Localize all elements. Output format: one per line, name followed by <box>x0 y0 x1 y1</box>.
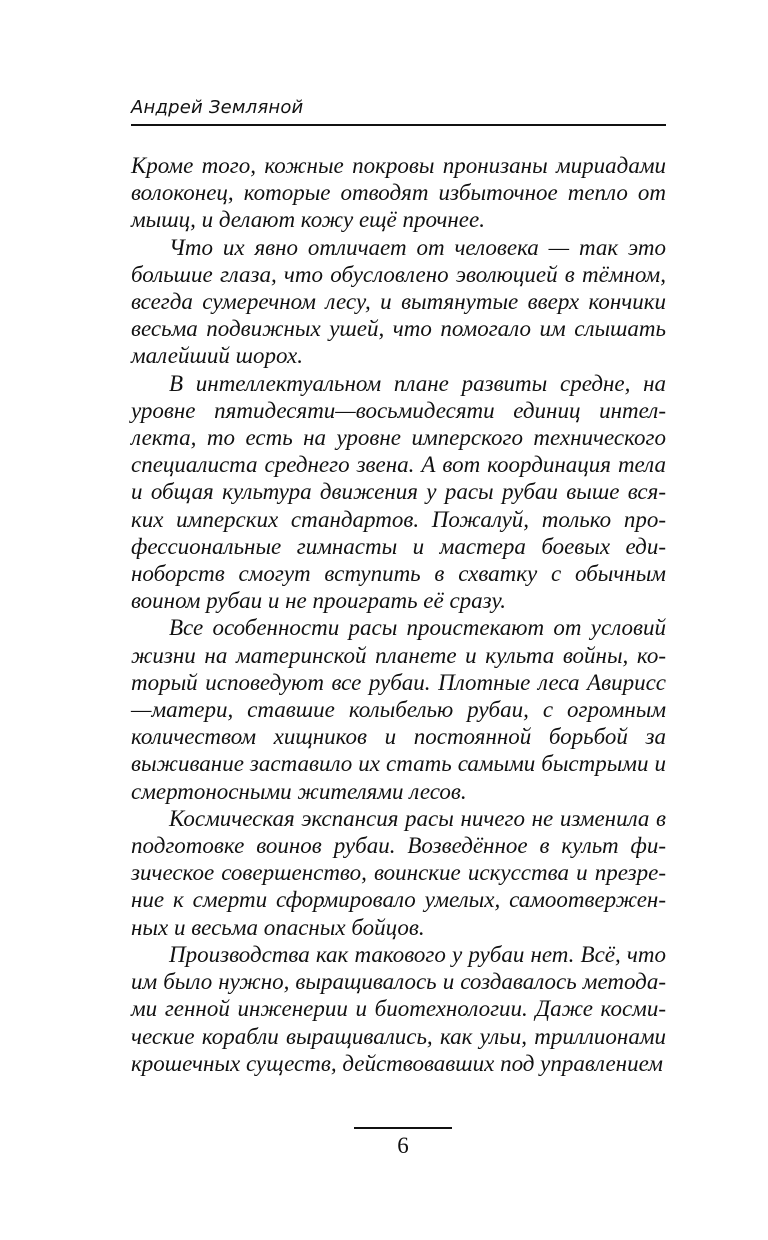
page-body-text <box>131 152 666 1077</box>
paragraph-6: Производства как такового у рубаи нет. Всё, что им было нужно, выращивалось и создавалось методами генной инженерии и биотехнологии. Даже космические корабли выращивались, как ульи, триллионами крошечных существ, действовавших под управлением <box>131 941 666 1076</box>
paragraph-5: Космическая экспансия расы ничего не изменила в подготовке воинов рубаи. Возведённое в культ физическое совершенство, воинские искусства и презрение к смерти сформировало умелых, самоотверженных и весьма опасных бойцов. <box>131 805 666 940</box>
paragraph-1: Кроме того, кожные покровы пронизаны мириадами волоконец, которые отводят избыточное тепло от мышц, и делают кожу ещё прочнее. <box>131 153 666 233</box>
footer-rule <box>354 1127 452 1129</box>
header-author-name: Андрей Земляной <box>131 97 304 118</box>
paragraph-4: Все особенности расы проистекают от условий жизни на материнской планете и культа войны, который исповедуют все рубаи. Плотные леса Авирисс—матери, ставшие колыбелью рубаи, с огромным количеством хищников и постоянной борьбой за выживание заставило их стать самыми быстрыми и смертоносными жителями лесов. <box>131 615 666 804</box>
page-number: 6 <box>397 1133 409 1158</box>
running-header <box>131 88 666 126</box>
paragraph-2: Что их явно отличает от человека — так это большие глаза, что обусловлено эволюцией в тёмном, всегда сумеречном лесу, и вытянутые вверх кончики весьма подвижных ушей, что помогало им слышать малейший шорох. <box>131 234 666 369</box>
paragraph-3: В интеллектуальном плане развиты средне, на уровне пятидесяти—восьмидесяти единиц интеллекта, то есть на уровне имперского технического специалиста среднего звена. А вот координация тела и общая культура движения у расы рубаи выше всяких имперских стандартов. Пожалуй, только профессиональные гимнасты и мастера боевых единоборств смогут вступить в схватку с обычным воином рубаи и не проиграть её сразу. <box>131 370 666 614</box>
